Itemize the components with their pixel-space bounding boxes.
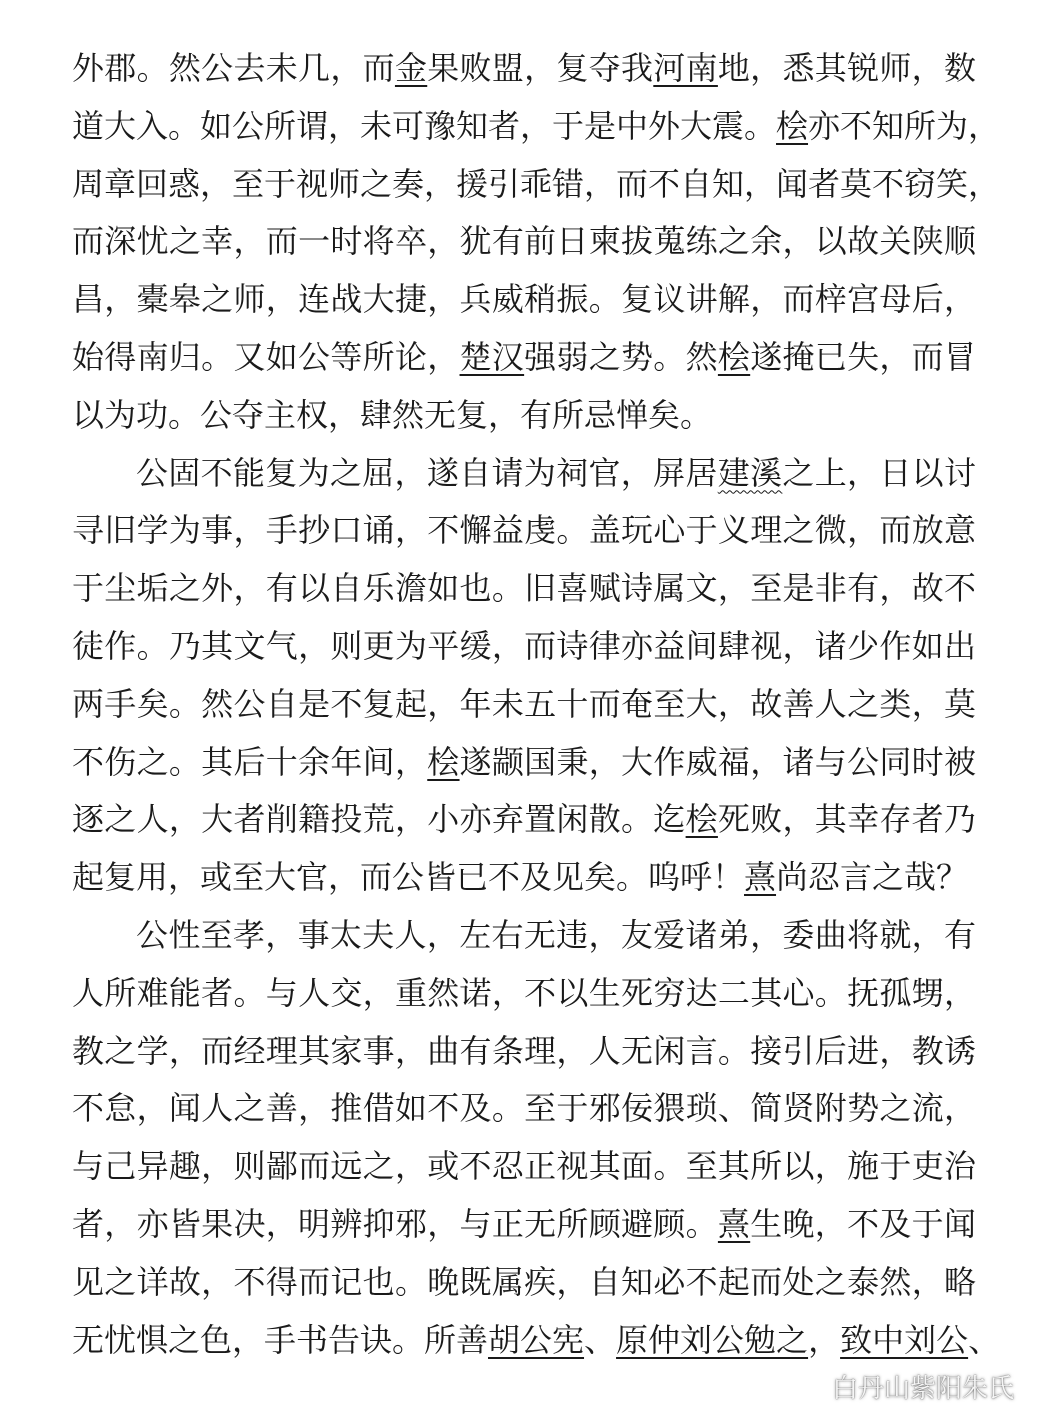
- text-run: 、: [968, 1320, 1001, 1359]
- wechat-icon: [788, 1372, 822, 1402]
- text-line: [72, 734, 976, 792]
- text-line: [72, 965, 976, 1023]
- annotated-term: 胡公宪: [488, 1320, 585, 1359]
- text-run: 地，悉其锐师，数: [717, 49, 976, 87]
- text-line: [72, 1138, 976, 1196]
- document-body: [72, 40, 1001, 1369]
- text-run: 与己异趣，则鄙而远之，或不忍正视其面。至其所以，施于吏治: [72, 1147, 976, 1186]
- text-run: 无忧惧之色，手书告诀。所善: [72, 1320, 489, 1359]
- text-run: 徒作。乃其文气，则更为平缓，而诗律亦益间肆视，诸少作如出: [72, 626, 976, 665]
- text-run: 两手矣。然公自是不复起，年未五十而奄至大，故善人之类，莫: [72, 684, 976, 723]
- text-run: 以为功。公夺主权，肆然无复，有所忌惮矣。: [72, 395, 713, 434]
- text-run: 见之详故，不得而记也。晚既属疾，自知必不起而处之泰然，略: [72, 1262, 976, 1301]
- text-line: [72, 1023, 976, 1081]
- text-run: 昌，橐皋之师，连战大捷，兵威稍振。复议讲解，而梓宫母后，: [72, 280, 976, 319]
- text-run: 、: [584, 1320, 617, 1359]
- text-run: 道大入。如公所谓，未可豫知者，于是中外大震。: [72, 106, 777, 145]
- watermark-text: 白丹山紫阳朱氏: [831, 1374, 1014, 1404]
- annotated-term: 金: [394, 49, 428, 87]
- text-line: [72, 1254, 976, 1312]
- text-line: [72, 156, 1001, 214]
- annotated-term: 建溪: [717, 453, 783, 492]
- text-run: 人所难能者。与人交，重然诺，不以生死穷达二其心。抚孤甥，: [72, 973, 976, 1012]
- annotated-term: 致中刘公: [840, 1320, 969, 1359]
- text-line: [72, 502, 976, 560]
- annotated-term: 熹: [744, 858, 777, 897]
- text-line: [72, 1312, 1001, 1370]
- text-line: [72, 1196, 976, 1254]
- text-run: 而深忧之幸，而一时将卒，犹有前日柬拔蒐练之余，以故关陕顺: [72, 222, 976, 261]
- text-line: [72, 849, 976, 907]
- text-run: 亦不知所为，: [808, 106, 1001, 145]
- text-run: 周章回惑，至于视师之奏，援引乖错，而不自知，闻者莫不窃笑，: [72, 164, 1001, 203]
- text-run: 尚忍言之哉？: [776, 858, 969, 897]
- text-run: 教之学，而经理其家事，曲有条理，人无闲言。接引后进，教诱: [72, 1031, 976, 1070]
- text-line: [72, 560, 976, 618]
- text-run: 遂颛国秉，大作威福，诸与公同时被: [459, 742, 976, 781]
- text-run: 强弱之势。然: [524, 337, 718, 376]
- text-line: [72, 445, 976, 503]
- text-line: [72, 98, 1001, 156]
- text-run: 公固不能复为之屈，遂自请为祠官，屏居: [136, 453, 718, 492]
- text-run: 遂掩已失，而冒: [750, 337, 976, 376]
- text-line: [72, 907, 976, 965]
- annotated-term: 桧: [776, 106, 809, 145]
- text-run: 于尘垢之外，有以自乐澹如也。旧喜赋诗属文，至是非有，故不: [72, 569, 976, 608]
- text-line: [72, 387, 976, 445]
- text-line: [72, 271, 976, 329]
- text-line: [72, 329, 976, 387]
- text-line: [72, 618, 976, 676]
- annotated-term: 熹: [717, 1204, 751, 1243]
- annotated-term: 桧: [427, 742, 460, 781]
- text-run: 不怠，闻人之善，推借如不及。至于邪佞猥琐、简贤附势之流，: [72, 1089, 976, 1128]
- text-run: 死败，其幸存者乃: [717, 800, 976, 839]
- watermark: [788, 1368, 1014, 1405]
- text-run: 不伤之。其后十余年间，: [72, 742, 428, 781]
- text-run: 之上，日以讨: [782, 453, 976, 492]
- annotated-term: 楚汉: [459, 337, 525, 376]
- text-line: [72, 676, 976, 734]
- text-line: [72, 1080, 976, 1138]
- text-line: [72, 791, 976, 849]
- text-run: 公性至孝，事太夫人，左右无违，友爱诸弟，委曲将就，有: [136, 915, 976, 954]
- annotated-term: 桧: [717, 337, 751, 376]
- text-run: 逐之人，大者削籍投荒，小亦弃置闲散。迄: [72, 800, 686, 839]
- annotated-term: 河南: [653, 49, 718, 87]
- text-run: 外郡。然公去未几，而: [72, 49, 395, 87]
- annotated-term: 桧: [685, 800, 718, 839]
- text-line: [72, 40, 976, 98]
- text-run: 生晚，不及于闻: [750, 1204, 976, 1243]
- text-run: 果败盟，复夺我: [427, 49, 654, 87]
- text-run: 起复用，或至大官，而公皆已不及见矣。呜呼！: [72, 858, 745, 897]
- annotated-term: 原仲刘公勉之: [616, 1320, 809, 1359]
- text-run: 者，亦皆果决，明辨抑邪，与正无所顾避顾。: [72, 1204, 718, 1243]
- text-run: 始得南归。又如公等所论，: [72, 337, 460, 376]
- text-run: 寻旧学为事，手抄口诵，不懈益虔。盖玩心于义理之微，而放意: [72, 511, 976, 550]
- text-run: ，: [808, 1320, 841, 1359]
- text-line: [72, 213, 976, 271]
